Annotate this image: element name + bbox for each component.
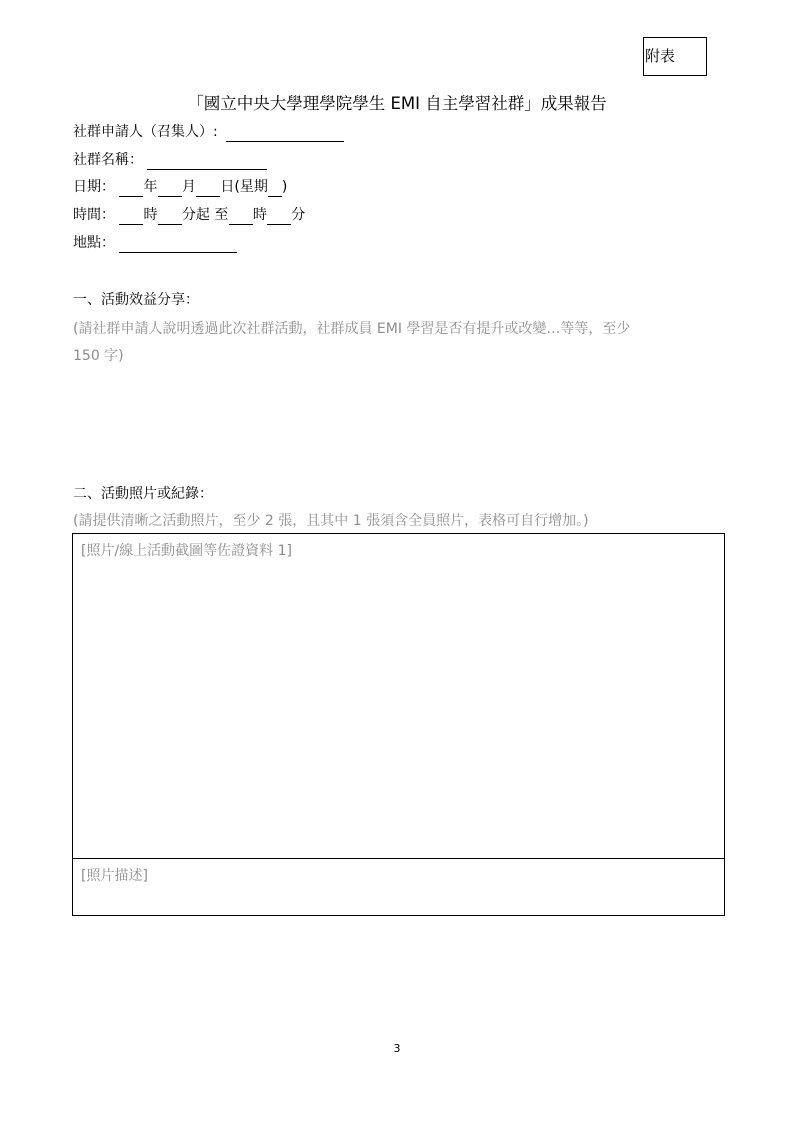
section2-hint: (請提供清晰之活動照片，至少 2 張，且其中 1 張須含全員照片，表格可自行增加。) xyxy=(73,513,589,529)
date-day-blank[interactable] xyxy=(196,180,220,197)
community-name-field xyxy=(73,150,267,170)
annex-label-box xyxy=(643,37,707,76)
location-label: 地點： xyxy=(73,235,115,251)
date-month-blank[interactable] xyxy=(158,180,182,197)
time-end-minute-unit: 分 xyxy=(291,207,306,223)
date-month-unit: 月 xyxy=(181,179,196,195)
time-start-minute-blank[interactable] xyxy=(158,208,182,225)
date-day-unit: 日(星期 xyxy=(220,179,268,195)
time-start-hour-unit: 時 xyxy=(143,207,158,223)
photo-table xyxy=(72,533,725,916)
applicant-label: 社群申請人（召集人）: xyxy=(73,124,218,140)
location-blank[interactable] xyxy=(119,236,237,253)
annex-label: 附表 xyxy=(645,47,676,65)
page-number: 3 xyxy=(393,1042,401,1055)
time-label: 時間： xyxy=(73,207,115,223)
date-weekday-blank[interactable] xyxy=(268,180,282,197)
photo-description-placeholder: [照片描述] xyxy=(81,868,148,884)
time-start-hour-blank[interactable] xyxy=(119,208,143,225)
applicant-blank[interactable] xyxy=(226,125,344,142)
location-field xyxy=(73,233,237,253)
time-end-minute-blank[interactable] xyxy=(267,208,291,225)
photo-cell[interactable] xyxy=(73,534,724,859)
section1-heading: 一、活動效益分享： xyxy=(73,292,199,308)
section1-hint-line1: (請社群申請人說明透過此次社群活動，社群成員 EMI 學習是否有提升或改變…等等，至少 xyxy=(73,321,631,337)
time-start-minute-unit: 分起 至 xyxy=(181,207,229,223)
date-year-unit: 年 xyxy=(143,179,158,195)
community-name-blank[interactable] xyxy=(147,153,267,170)
applicant-field xyxy=(73,122,344,142)
time-field xyxy=(73,205,305,225)
section2-heading: 二、活動照片或紀錄： xyxy=(73,486,213,502)
date-field xyxy=(73,177,287,197)
page-title: 「國立中央大學理學院學生 EMI 自主學習社群」成果報告 xyxy=(187,94,607,113)
time-end-hour-blank[interactable] xyxy=(229,208,253,225)
date-close: ) xyxy=(281,179,288,195)
date-label: 日期： xyxy=(73,179,115,195)
community-name-label: 社群名稱： xyxy=(73,152,143,168)
photo-description-cell[interactable] xyxy=(73,859,724,915)
section1-hint-line2: 150 字) xyxy=(73,348,124,364)
photo-placeholder: [照片/線上活動截圖等佐證資料 1] xyxy=(81,543,292,559)
date-year-blank[interactable] xyxy=(119,180,143,197)
time-end-hour-unit: 時 xyxy=(252,207,267,223)
